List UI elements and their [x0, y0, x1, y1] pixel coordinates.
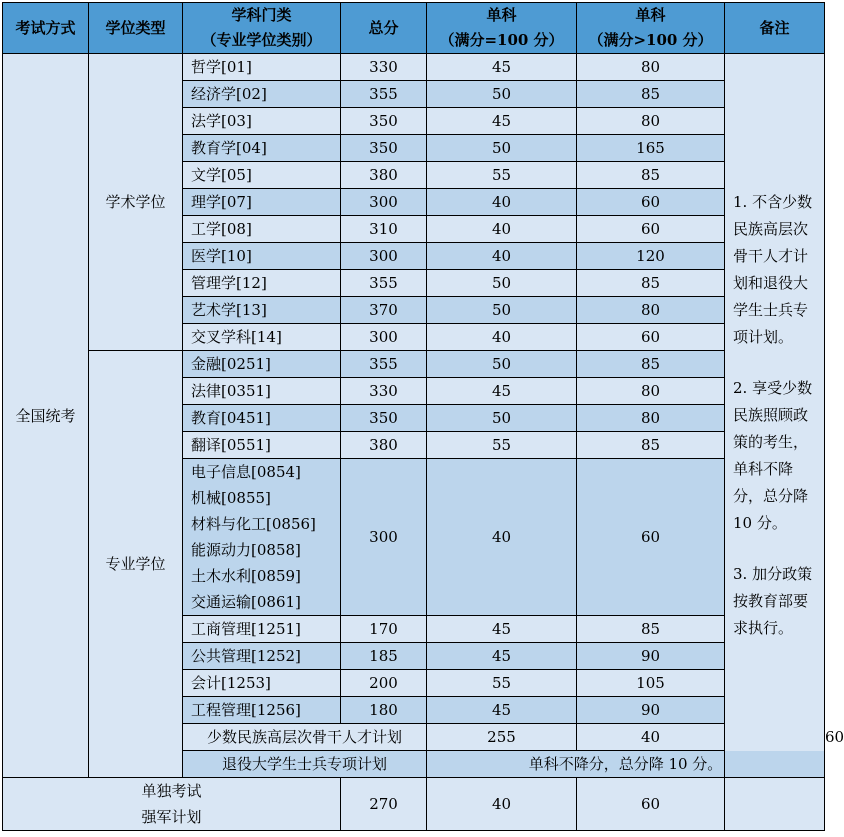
header-degree-type: 学位类型 [89, 3, 183, 54]
single-score-100: 40 [427, 324, 577, 351]
header-category-line2: （专业学位类别） [201, 31, 322, 49]
single-score-100: 50 [427, 297, 577, 324]
header-row [3, 3, 825, 54]
independent-exam-line1: 单独考试 [141, 782, 202, 800]
total-score: 355 [341, 81, 427, 108]
single-score-100: 45 [427, 54, 577, 81]
single-score-100: 50 [427, 81, 577, 108]
category-name: 教育学[04] [183, 135, 341, 162]
total-score: 310 [341, 216, 427, 243]
single-score-100: 40 [427, 459, 577, 616]
category-name: 工商管理[1251] [183, 616, 341, 643]
total-score: 355 [341, 351, 427, 378]
category-name: 管理学[12] [183, 270, 341, 297]
single-score-100: 55 [427, 162, 577, 189]
single-score-over-100: 85 [577, 81, 725, 108]
header-notes: 备注 [725, 3, 825, 54]
exam-mode-national: 全国统考 [3, 54, 89, 778]
single-score-over-100: 60 [577, 459, 725, 616]
category-name: 公共管理[1252] [183, 643, 341, 670]
category-name: 能源动力[0858] [191, 541, 301, 559]
table-row [3, 54, 825, 81]
category-name: 工程管理[1256] [183, 697, 341, 724]
single-score-100: 55 [427, 432, 577, 459]
independent-exam-label [3, 778, 341, 831]
single-score-100: 50 [427, 405, 577, 432]
header-single-over-100-line2: （满分>100 分） [588, 31, 713, 49]
single-score-100: 40 [577, 724, 725, 751]
note-1: 1. 不含少数民族高层次骨干人才计划和退役大学生士兵专项计划。 [733, 193, 813, 346]
single-score-over-100: 80 [577, 108, 725, 135]
single-score-over-100: 85 [577, 270, 725, 297]
total-score: 350 [341, 108, 427, 135]
total-score: 200 [341, 670, 427, 697]
single-score-100: 45 [427, 616, 577, 643]
total-score: 300 [341, 189, 427, 216]
score-line-table [2, 2, 844, 778]
category-name: 电子信息[0854] [191, 463, 301, 481]
single-score-over-100: 105 [577, 670, 725, 697]
single-score-100: 50 [427, 270, 577, 297]
single-score-over-100: 85 [577, 616, 725, 643]
total-score: 380 [341, 432, 427, 459]
independent-notes-empty [725, 778, 825, 831]
table-row: 少数民族高层次骨干人才计划 255 40 60 [3, 724, 825, 751]
category-name: 交叉学科[14] [183, 324, 341, 351]
table-row [3, 778, 825, 831]
veteran-plan-name: 退役大学生士兵专项计划 [183, 751, 427, 778]
category-name: 医学[10] [183, 243, 341, 270]
total-score: 350 [341, 405, 427, 432]
category-name: 金融[0251] [183, 351, 341, 378]
category-name: 交通运输[0861] [191, 593, 301, 611]
single-score-over-100: 165 [577, 135, 725, 162]
category-name: 理学[07] [183, 189, 341, 216]
category-group [183, 459, 341, 616]
single-score-100: 40 [427, 189, 577, 216]
header-single-100-line1: 单科 [486, 6, 517, 24]
category-name: 文学[05] [183, 162, 341, 189]
single-score-over-100: 80 [577, 378, 725, 405]
single-score-100: 45 [427, 108, 577, 135]
category-name: 教育[0451] [183, 405, 341, 432]
single-score-over-100: 80 [577, 405, 725, 432]
table-row [3, 351, 825, 378]
total-score: 330 [341, 378, 427, 405]
category-name: 艺术学[13] [183, 297, 341, 324]
header-single-100-line2: （满分=100 分） [439, 31, 564, 49]
total-score: 330 [341, 54, 427, 81]
total-score: 300 [341, 243, 427, 270]
total-score: 300 [341, 459, 427, 616]
single-score-over-100: 85 [577, 162, 725, 189]
total-score: 355 [341, 270, 427, 297]
total-score: 270 [341, 778, 427, 831]
header-category [183, 3, 341, 54]
single-score-over-100: 85 [577, 432, 725, 459]
total-score: 180 [341, 697, 427, 724]
notes-cell [725, 54, 825, 778]
note-3: 3. 加分政策按教育部要求执行。 [733, 565, 813, 637]
single-score-100: 55 [427, 670, 577, 697]
total-score: 370 [341, 297, 427, 324]
category-name: 机械[0855] [191, 489, 271, 507]
category-name: 法律[0351] [183, 378, 341, 405]
single-score-100: 40 [427, 216, 577, 243]
single-score-100: 45 [427, 378, 577, 405]
category-name: 哲学[01] [183, 54, 341, 81]
header-category-line1: 学科门类 [231, 6, 292, 24]
independent-exam-line2: 强军计划 [141, 808, 202, 826]
header-exam-mode: 考试方式 [3, 3, 89, 54]
single-score-100: 50 [427, 135, 577, 162]
single-score-over-100: 85 [577, 351, 725, 378]
minority-plan-name: 少数民族高层次骨干人才计划 [183, 724, 427, 751]
note-2: 2. 享受少数民族照顾政策的考生，单科不降分，总分降 10 分。 [733, 379, 813, 532]
single-score-100: 40 [427, 778, 577, 831]
single-score-over-100: 90 [577, 697, 725, 724]
single-score-over-100: 120 [577, 243, 725, 270]
single-score-over-100: 80 [577, 297, 725, 324]
single-score-100: 45 [427, 643, 577, 670]
total-score: 185 [341, 643, 427, 670]
category-name: 法学[03] [183, 108, 341, 135]
degree-professional: 专业学位 [89, 351, 183, 778]
total-score: 380 [341, 162, 427, 189]
header-single-100 [427, 3, 577, 54]
independent-exam-table [2, 777, 825, 831]
single-score-over-100: 60 [577, 324, 725, 351]
total-score: 300 [341, 324, 427, 351]
single-score-over-100: 80 [577, 54, 725, 81]
header-total: 总分 [341, 3, 427, 54]
category-name: 土木水利[0859] [191, 567, 301, 585]
total-score: 170 [341, 616, 427, 643]
category-name: 翻译[0551] [183, 432, 341, 459]
single-score-over-100: 60 [577, 216, 725, 243]
total-score: 255 [427, 724, 577, 751]
single-score-over-100: 60 [577, 778, 725, 831]
single-score-100: 45 [427, 697, 577, 724]
category-name: 经济学[02] [183, 81, 341, 108]
single-score-100: 50 [427, 351, 577, 378]
header-single-over-100 [577, 3, 725, 54]
category-name: 会计[1253] [183, 670, 341, 697]
category-name: 工学[08] [183, 216, 341, 243]
single-score-over-100: 90 [577, 643, 725, 670]
header-single-over-100-line1: 单科 [635, 6, 666, 24]
degree-academic: 学术学位 [89, 54, 183, 351]
category-name: 材料与化工[0856] [191, 515, 316, 533]
veteran-plan-rule: 单科不降分，总分降 10 分。 [427, 751, 825, 778]
single-score-100: 40 [427, 243, 577, 270]
total-score: 350 [341, 135, 427, 162]
single-score-over-100: 60 [577, 189, 725, 216]
